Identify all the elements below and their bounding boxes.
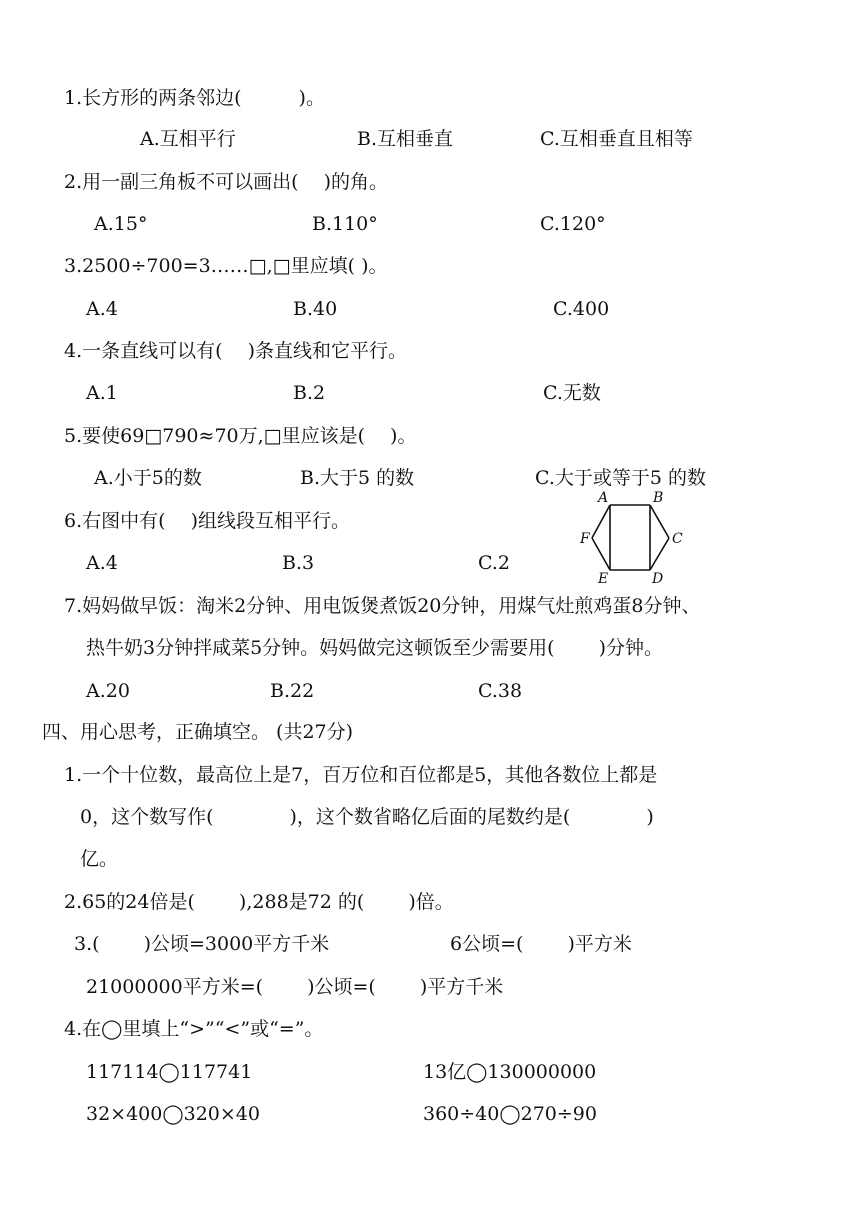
q2-option-c: C.120°: [540, 213, 606, 235]
q3-option-b: B.40: [293, 298, 338, 320]
q5-option-c: C.大于或等于5 的数: [535, 467, 707, 489]
q4-option-a: A.1: [86, 382, 118, 404]
q4-stem: 4.一条直线可以有( )条直线和它平行。: [64, 340, 407, 362]
q1-option-b: B.互相垂直: [357, 128, 454, 150]
q7-option-a: A.20: [86, 680, 130, 702]
q5-stem: 5.要使69□790≈70万,□里应该是( )。: [64, 425, 417, 447]
q5-option-a: A.小于5的数: [94, 467, 202, 489]
segment-cd: [650, 538, 669, 570]
q6-option-a: A.4: [86, 552, 118, 574]
vertex-label-d: D: [652, 571, 664, 586]
s4-p4-stem: 4.在◯里填上“>”“<”或“=”。: [64, 1018, 324, 1040]
section-heading: 四、用心思考，正确填空。 (共27分): [42, 721, 354, 743]
s4-p4-row1-col1: 117114◯117741: [86, 1061, 253, 1083]
q7-option-c: C.38: [478, 680, 523, 702]
s4-p2: 2.65的24倍是( ),288是72 的( )倍。: [64, 891, 454, 913]
s4-p4-row2-col1: 32×400◯320×40: [86, 1103, 260, 1125]
s4-p1-line1: 1.一个十位数，最高位上是7，百万位和百位都是5，其他各数位上都是: [64, 764, 658, 786]
q4-option-b: B.2: [293, 382, 326, 404]
s4-p1-line2: 0，这个数写作( )，这个数省略亿后面的尾数约是( ): [80, 806, 654, 828]
q1-stem: 1.长方形的两条邻边( )。: [64, 87, 325, 109]
q3-stem: 3.2500÷700=3……□,□里应填( )。: [64, 255, 388, 277]
q1-option-a: A.互相平行: [140, 128, 236, 150]
q7-stem-line1: 7.妈妈做早饭：淘米2分钟、用电饭煲煮饭20分钟，用煤气灶煎鸡蛋8分钟、: [64, 595, 701, 617]
s4-p4-row1-col2: 13亿◯130000000: [423, 1061, 597, 1083]
hexagon-figure: [578, 486, 688, 586]
vertex-label-f: F: [580, 531, 590, 547]
s4-p3-right: 6公顷=( )平方米: [450, 933, 632, 955]
q6-option-c: C.2: [478, 552, 510, 574]
q3-option-c: C.400: [553, 298, 610, 320]
q4-option-c: C.无数: [543, 382, 601, 404]
s4-p3-line2: 21000000平方米=( )公顷=( )平方千米: [86, 976, 504, 998]
q7-option-b: B.22: [270, 680, 315, 702]
q6-option-b: B.3: [282, 552, 315, 574]
vertex-label-e: E: [598, 571, 609, 586]
q1-option-c: C.互相垂直且相等: [540, 128, 693, 150]
vertex-label-c: C: [672, 531, 683, 547]
segment-bc: [650, 505, 669, 538]
q3-option-a: A.4: [86, 298, 118, 320]
q2-option-b: B.110°: [312, 213, 378, 235]
s4-p4-row2-col2: 360÷40◯270÷90: [423, 1103, 597, 1125]
vertex-label-b: B: [653, 490, 664, 506]
s4-p3-left: 3.( )公顷=3000平方千米: [74, 933, 330, 955]
segment-ef: [592, 538, 610, 570]
q2-stem: 2.用一副三角板不可以画出( )的角。: [64, 171, 388, 193]
segment-fa: [592, 505, 610, 538]
s4-p1-line3: 亿。: [80, 848, 119, 870]
vertex-label-a: A: [598, 490, 609, 506]
q6-stem: 6.右图中有( )组线段互相平行。: [64, 510, 350, 532]
q7-stem-line2: 热牛奶3分钟拌咸菜5分钟。妈妈做完这顿饭至少需要用( )分钟。: [86, 637, 664, 659]
q5-option-b: B.大于5 的数: [300, 467, 415, 489]
q2-option-a: A.15°: [94, 213, 148, 235]
